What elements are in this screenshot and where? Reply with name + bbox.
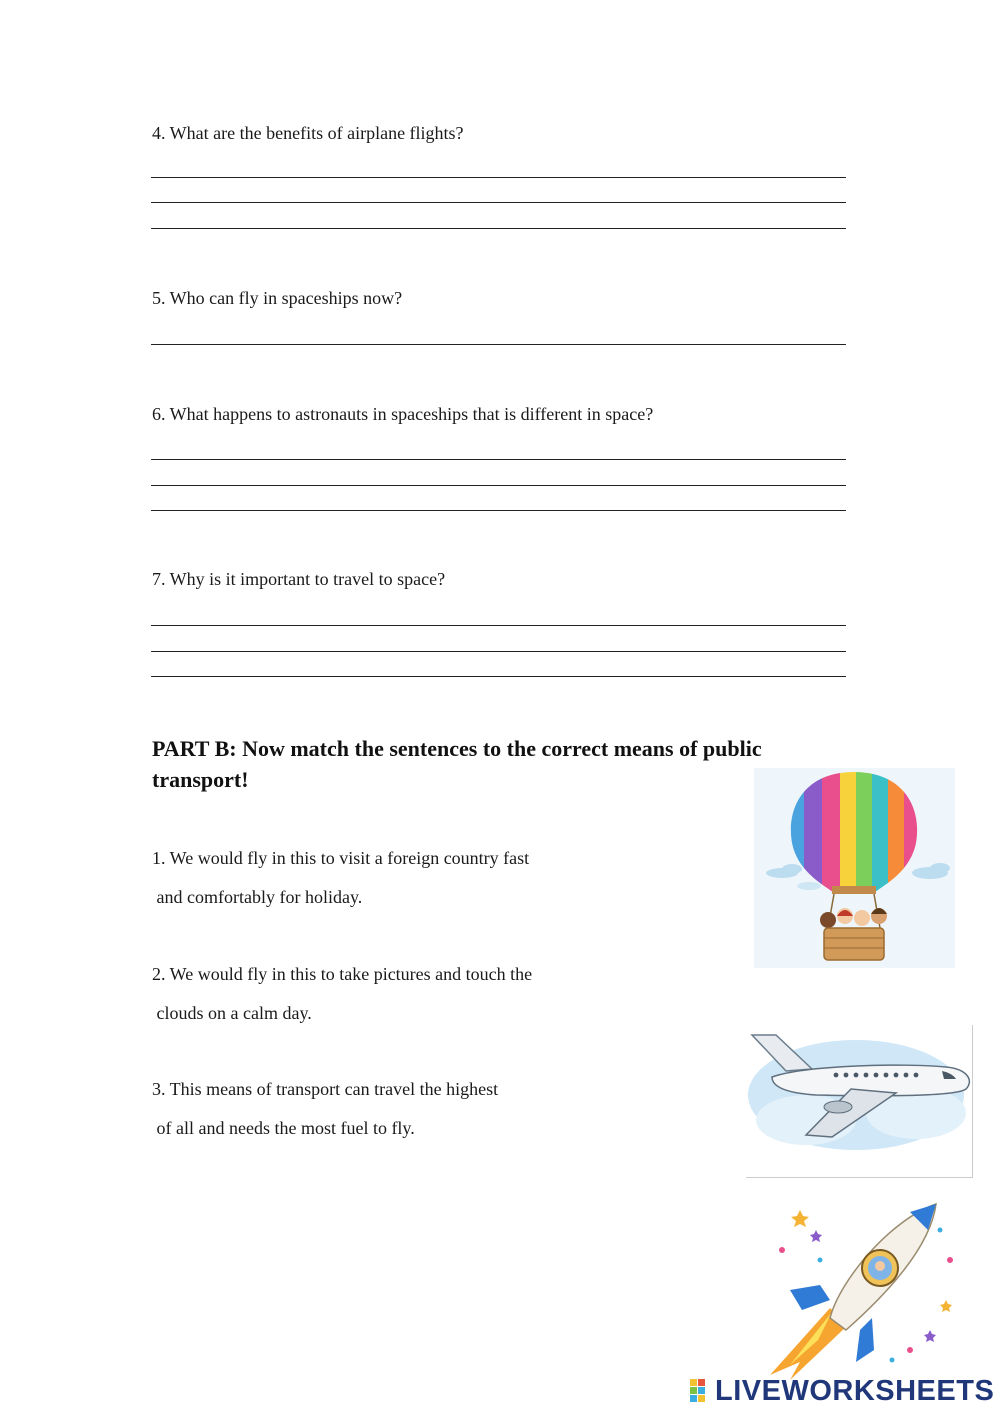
match-sentence-1-line1: 1. We would fly in this to visit a foreign country fast [152,848,530,868]
liveworksheets-logo-icon [690,1379,712,1403]
airplane-picture[interactable] [746,1025,973,1178]
question-6: 6. What happens to astronauts in spaceships that is different in space? [152,404,654,424]
question-7: 7. Why is it important to travel to space? [152,569,446,589]
answer-line[interactable] [151,228,846,229]
answer-line[interactable] [151,177,846,178]
answer-line[interactable] [151,625,846,626]
match-sentence-1-line2: and comfortably for holiday. [152,887,363,907]
liveworksheets-footer[interactable] [690,1374,995,1408]
rocket-icon [760,1190,965,1380]
part-b-title [152,733,832,795]
answer-line[interactable] [151,485,846,486]
hot-air-balloon-icon [754,768,955,968]
match-sentence-3-line2: of all and needs the most fuel to fly. [152,1118,415,1138]
liveworksheets-brand: LIVEWORKSHEETS [715,1375,995,1407]
hot-air-balloon-picture[interactable] [754,768,955,968]
part-b-title-line2: transport! [152,767,249,792]
answer-line[interactable] [151,344,846,345]
answer-line[interactable] [151,202,846,203]
match-sentence-2-line2: clouds on a calm day. [152,1003,312,1023]
rocket-picture[interactable] [760,1190,965,1380]
match-sentence-3-line1: 3. This means of transport can travel the highest [152,1079,499,1099]
airplane-icon [746,1025,972,1177]
answer-line[interactable] [151,459,846,460]
part-b-title-line1: PART B: Now match the sentences to the correct means of public [152,736,762,761]
match-sentence-2-line1: 2. We would fly in this to take pictures and touch the [152,964,533,984]
answer-line[interactable] [151,676,846,677]
answer-line[interactable] [151,651,846,652]
question-5: 5. Who can fly in spaceships now? [152,288,403,308]
question-4: 4. What are the benefits of airplane flights? [152,123,464,143]
answer-line[interactable] [151,510,846,511]
